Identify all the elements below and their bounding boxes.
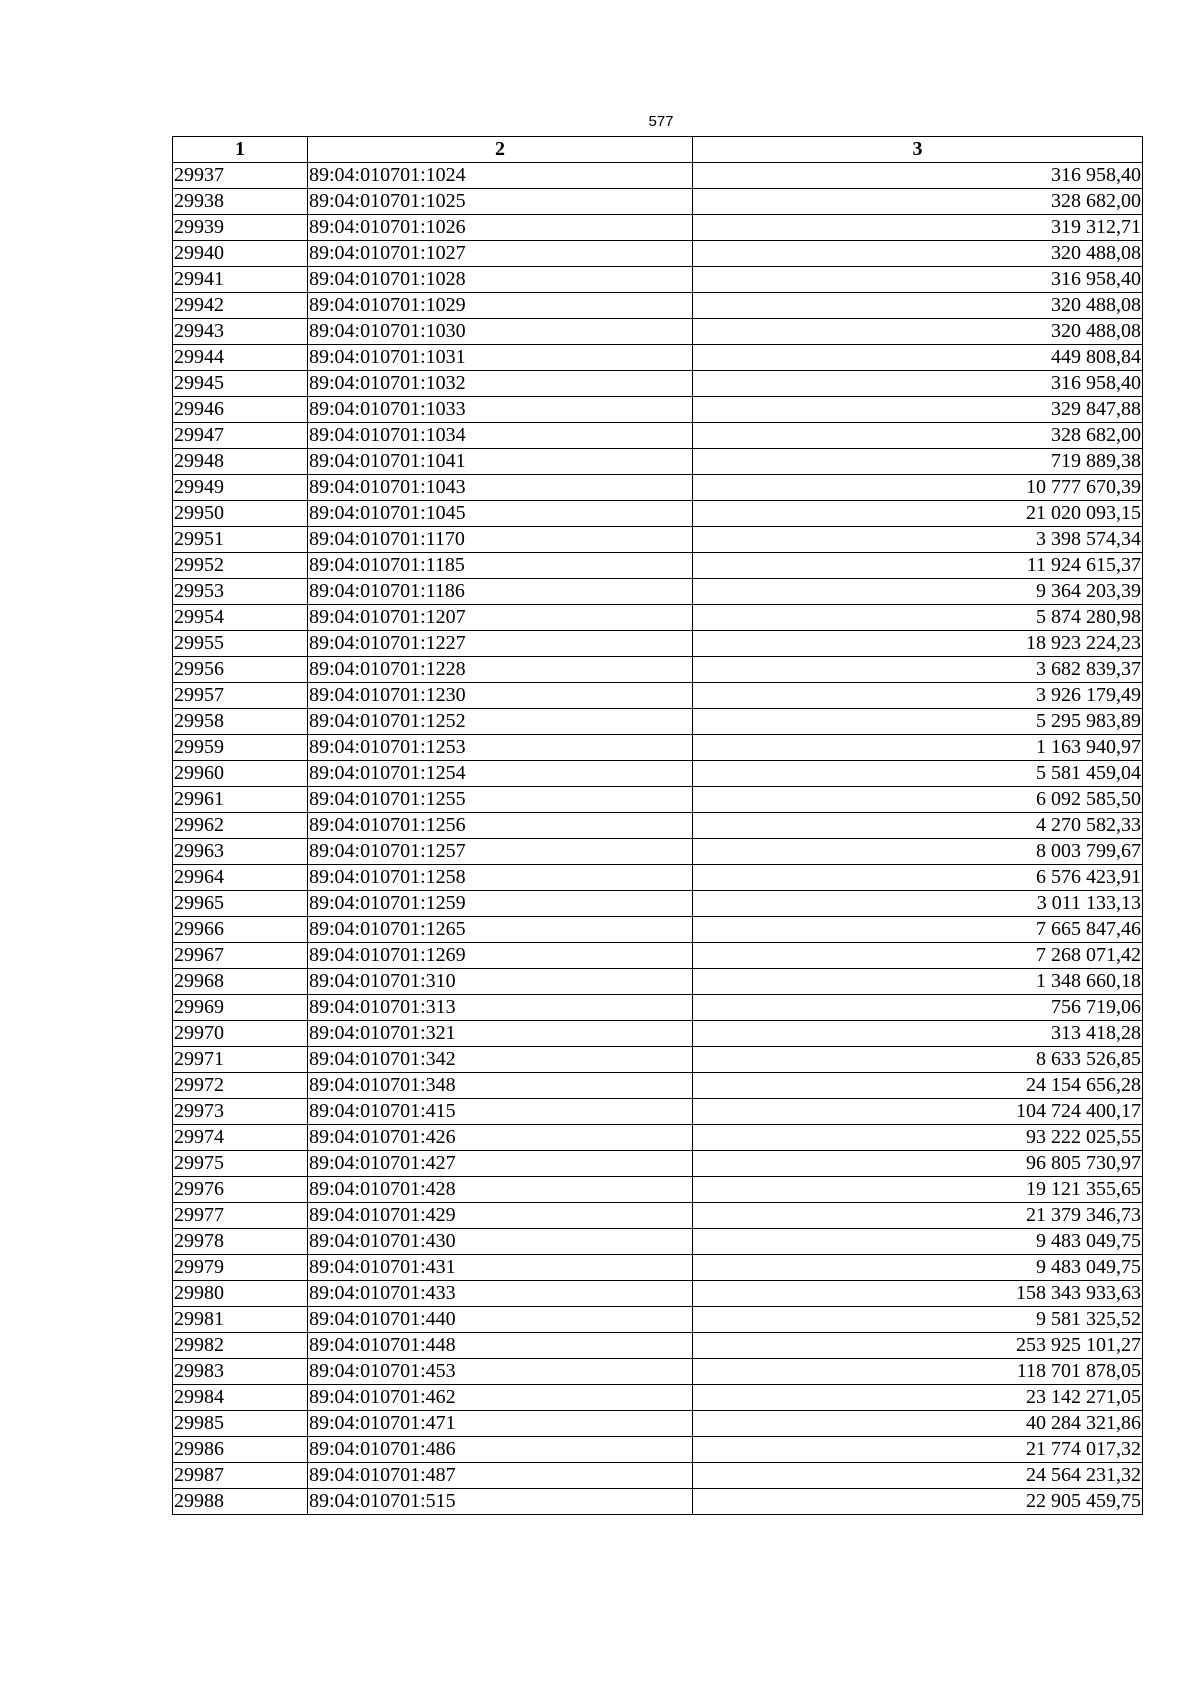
table-row [173,449,1143,475]
cadastral-number-cell: 89:04:010701:1227 [308,631,693,657]
table-row [173,215,1143,241]
cadastral-value-cell: 96 805 730,97 [693,1151,1143,1177]
row-number-cell: 29966 [173,917,308,943]
cadastral-number-cell: 89:04:010701:1230 [308,683,693,709]
cadastral-value-cell: 118 701 878,05 [693,1359,1143,1385]
cadastral-value-cell: 3 398 574,34 [693,527,1143,553]
row-number-cell: 29986 [173,1437,308,1463]
row-number-cell: 29970 [173,1021,308,1047]
row-number-cell: 29980 [173,1281,308,1307]
row-number-cell: 29947 [173,423,308,449]
cadastral-number-cell: 89:04:010701:1170 [308,527,693,553]
row-number-cell: 29967 [173,943,308,969]
row-number-cell: 29948 [173,449,308,475]
row-number-cell: 29945 [173,371,308,397]
cadastral-number-cell: 89:04:010701:415 [308,1099,693,1125]
row-number-cell: 29954 [173,605,308,631]
table-row [173,163,1143,189]
cadastral-value-cell: 449 808,84 [693,345,1143,371]
row-number-cell: 29974 [173,1125,308,1151]
row-number-cell: 29971 [173,1047,308,1073]
table-row [173,345,1143,371]
table-row [173,423,1143,449]
table-row [173,1281,1143,1307]
cadastral-number-cell: 89:04:010701:431 [308,1255,693,1281]
cadastral-value-cell: 319 312,71 [693,215,1143,241]
cadastral-value-cell: 3 682 839,37 [693,657,1143,683]
cadastral-value-cell: 328 682,00 [693,189,1143,215]
cadastral-number-cell: 89:04:010701:1032 [308,371,693,397]
row-number-cell: 29963 [173,839,308,865]
cadastral-value-cell: 7 665 847,46 [693,917,1143,943]
table-row [173,605,1143,631]
cadastral-number-cell: 89:04:010701:471 [308,1411,693,1437]
table-row [173,1411,1143,1437]
cadastral-number-cell: 89:04:010701:342 [308,1047,693,1073]
cadastral-value-cell: 10 777 670,39 [693,475,1143,501]
cadastral-number-cell: 89:04:010701:427 [308,1151,693,1177]
table-row [173,267,1143,293]
table-row [173,787,1143,813]
cadastral-value-cell: 316 958,40 [693,371,1143,397]
row-number-cell: 29955 [173,631,308,657]
table-row [173,657,1143,683]
row-number-cell: 29983 [173,1359,308,1385]
cadastral-value-cell: 24 564 231,32 [693,1463,1143,1489]
cadastral-value-cell: 24 154 656,28 [693,1073,1143,1099]
table-row [173,813,1143,839]
table-row [173,761,1143,787]
row-number-cell: 29952 [173,553,308,579]
cadastral-number-cell: 89:04:010701:1257 [308,839,693,865]
cadastral-number-cell: 89:04:010701:1025 [308,189,693,215]
column-header-3: 3 [693,137,1143,163]
column-header-2: 2 [308,137,693,163]
cadastral-number-cell: 89:04:010701:1254 [308,761,693,787]
cadastral-value-cell: 6 092 585,50 [693,787,1143,813]
cadastral-number-cell: 89:04:010701:430 [308,1229,693,1255]
cadastral-number-cell: 89:04:010701:1034 [308,423,693,449]
table-row [173,917,1143,943]
cadastral-value-cell: 756 719,06 [693,995,1143,1021]
cadastral-value-cell: 328 682,00 [693,423,1143,449]
table-row [173,1203,1143,1229]
row-number-cell: 29943 [173,319,308,345]
row-number-cell: 29942 [173,293,308,319]
cadastral-value-cell: 11 924 615,37 [693,553,1143,579]
cadastral-value-cell: 253 925 101,27 [693,1333,1143,1359]
table-row [173,943,1143,969]
cadastral-number-cell: 89:04:010701:1185 [308,553,693,579]
row-number-cell: 29953 [173,579,308,605]
cadastral-value-cell: 316 958,40 [693,163,1143,189]
cadastral-value-cell: 18 923 224,23 [693,631,1143,657]
cadastral-number-cell: 89:04:010701:1043 [308,475,693,501]
table-row [173,683,1143,709]
cadastral-value-cell: 1 163 940,97 [693,735,1143,761]
table-row [173,1073,1143,1099]
cadastral-value-cell: 23 142 271,05 [693,1385,1143,1411]
cadastral-number-cell: 89:04:010701:515 [308,1489,693,1515]
table-row [173,891,1143,917]
row-number-cell: 29969 [173,995,308,1021]
table-header-row [173,137,1143,163]
table-row [173,1099,1143,1125]
row-number-cell: 29972 [173,1073,308,1099]
cadastral-value-cell: 21 379 346,73 [693,1203,1143,1229]
cadastral-number-cell: 89:04:010701:440 [308,1307,693,1333]
table-row [173,1021,1143,1047]
cadastral-value-cell: 21 774 017,32 [693,1437,1143,1463]
table-row [173,319,1143,345]
cadastral-number-cell: 89:04:010701:1027 [308,241,693,267]
cadastral-value-cell: 719 889,38 [693,449,1143,475]
cadastral-number-cell: 89:04:010701:1253 [308,735,693,761]
cadastral-value-cell: 8 633 526,85 [693,1047,1143,1073]
page-number: 577 [648,113,674,130]
cadastral-value-cell: 320 488,08 [693,293,1143,319]
row-number-cell: 29937 [173,163,308,189]
cadastral-value-cell: 7 268 071,42 [693,943,1143,969]
cadastral-number-cell: 89:04:010701:321 [308,1021,693,1047]
row-number-cell: 29956 [173,657,308,683]
cadastral-number-cell: 89:04:010701:1207 [308,605,693,631]
cadastral-number-cell: 89:04:010701:1033 [308,397,693,423]
row-number-cell: 29988 [173,1489,308,1515]
row-number-cell: 29987 [173,1463,308,1489]
cadastral-value-cell: 19 121 355,65 [693,1177,1143,1203]
row-number-cell: 29984 [173,1385,308,1411]
row-number-cell: 29975 [173,1151,308,1177]
cadastral-value-cell: 3 011 133,13 [693,891,1143,917]
row-number-cell: 29959 [173,735,308,761]
cadastral-value-cell: 316 958,40 [693,267,1143,293]
row-number-cell: 29985 [173,1411,308,1437]
row-number-cell: 29941 [173,267,308,293]
table-row [173,501,1143,527]
cadastral-value-cell: 4 270 582,33 [693,813,1143,839]
cadastral-number-cell: 89:04:010701:310 [308,969,693,995]
row-number-cell: 29982 [173,1333,308,1359]
table-row [173,1151,1143,1177]
cadastral-value-cell: 9 364 203,39 [693,579,1143,605]
cadastral-number-cell: 89:04:010701:1024 [308,163,693,189]
cadastral-number-cell: 89:04:010701:1041 [308,449,693,475]
cadastral-number-cell: 89:04:010701:429 [308,1203,693,1229]
row-number-cell: 29939 [173,215,308,241]
table-row [173,1229,1143,1255]
cadastral-value-cell: 9 581 325,52 [693,1307,1143,1333]
table-row [173,995,1143,1021]
table-row [173,865,1143,891]
table-row [173,839,1143,865]
cadastral-number-cell: 89:04:010701:1030 [308,319,693,345]
row-number-cell: 29957 [173,683,308,709]
cadastral-number-cell: 89:04:010701:1252 [308,709,693,735]
cadastral-number-cell: 89:04:010701:433 [308,1281,693,1307]
cadastral-value-cell: 5 874 280,98 [693,605,1143,631]
table-row [173,631,1143,657]
cadastral-number-cell: 89:04:010701:1026 [308,215,693,241]
cadastral-value-cell: 8 003 799,67 [693,839,1143,865]
cadastral-value-cell: 5 295 983,89 [693,709,1143,735]
table-row [173,1463,1143,1489]
row-number-cell: 29977 [173,1203,308,1229]
table-row [173,1437,1143,1463]
cadastral-number-cell: 89:04:010701:1259 [308,891,693,917]
row-number-cell: 29961 [173,787,308,813]
cadastral-value-cell: 22 905 459,75 [693,1489,1143,1515]
cadastral-value-cell: 9 483 049,75 [693,1229,1143,1255]
table-row [173,1125,1143,1151]
cadastral-number-cell: 89:04:010701:453 [308,1359,693,1385]
cadastral-value-table [172,136,1143,1515]
table-row [173,553,1143,579]
table-row [173,475,1143,501]
row-number-cell: 29950 [173,501,308,527]
cadastral-number-cell: 89:04:010701:487 [308,1463,693,1489]
row-number-cell: 29968 [173,969,308,995]
cadastral-number-cell: 89:04:010701:348 [308,1073,693,1099]
cadastral-value-cell: 21 020 093,15 [693,501,1143,527]
cadastral-number-cell: 89:04:010701:1255 [308,787,693,813]
table-row [173,293,1143,319]
cadastral-number-cell: 89:04:010701:1258 [308,865,693,891]
cadastral-value-cell: 40 284 321,86 [693,1411,1143,1437]
cadastral-number-cell: 89:04:010701:1228 [308,657,693,683]
cadastral-value-cell: 6 576 423,91 [693,865,1143,891]
table-row [173,241,1143,267]
table-row [173,735,1143,761]
table-row [173,969,1143,995]
row-number-cell: 29938 [173,189,308,215]
table-row [173,1255,1143,1281]
row-number-cell: 29958 [173,709,308,735]
table-row [173,1359,1143,1385]
row-number-cell: 29978 [173,1229,308,1255]
row-number-cell: 29976 [173,1177,308,1203]
row-number-cell: 29951 [173,527,308,553]
cadastral-number-cell: 89:04:010701:1028 [308,267,693,293]
table-row [173,1333,1143,1359]
row-number-cell: 29960 [173,761,308,787]
row-number-cell: 29965 [173,891,308,917]
cadastral-value-cell: 3 926 179,49 [693,683,1143,709]
cadastral-value-cell: 320 488,08 [693,241,1143,267]
table-row [173,1307,1143,1333]
row-number-cell: 29946 [173,397,308,423]
cadastral-number-cell: 89:04:010701:1256 [308,813,693,839]
row-number-cell: 29949 [173,475,308,501]
table-row [173,1047,1143,1073]
cadastral-number-cell: 89:04:010701:428 [308,1177,693,1203]
cadastral-number-cell: 89:04:010701:1029 [308,293,693,319]
cadastral-value-cell: 5 581 459,04 [693,761,1143,787]
table-row [173,709,1143,735]
table-body [173,163,1143,1515]
row-number-cell: 29979 [173,1255,308,1281]
cadastral-number-cell: 89:04:010701:1265 [308,917,693,943]
table-row [173,189,1143,215]
row-number-cell: 29981 [173,1307,308,1333]
column-header-1: 1 [173,137,308,163]
cadastral-number-cell: 89:04:010701:1269 [308,943,693,969]
row-number-cell: 29962 [173,813,308,839]
cadastral-value-cell: 9 483 049,75 [693,1255,1143,1281]
cadastral-value-cell: 104 724 400,17 [693,1099,1143,1125]
cadastral-number-cell: 89:04:010701:448 [308,1333,693,1359]
row-number-cell: 29964 [173,865,308,891]
table-row [173,1177,1143,1203]
table-row [173,397,1143,423]
cadastral-number-cell: 89:04:010701:313 [308,995,693,1021]
cadastral-value-cell: 320 488,08 [693,319,1143,345]
cadastral-number-cell: 89:04:010701:1045 [308,501,693,527]
cadastral-number-cell: 89:04:010701:1031 [308,345,693,371]
table-row [173,579,1143,605]
cadastral-number-cell: 89:04:010701:486 [308,1437,693,1463]
cadastral-value-cell: 158 343 933,63 [693,1281,1143,1307]
cadastral-number-cell: 89:04:010701:1186 [308,579,693,605]
table-row [173,1489,1143,1515]
table-row [173,527,1143,553]
table-row [173,1385,1143,1411]
row-number-cell: 29940 [173,241,308,267]
cadastral-value-cell: 313 418,28 [693,1021,1143,1047]
table-row [173,371,1143,397]
row-number-cell: 29973 [173,1099,308,1125]
cadastral-number-cell: 89:04:010701:462 [308,1385,693,1411]
cadastral-value-cell: 1 348 660,18 [693,969,1143,995]
cadastral-number-cell: 89:04:010701:426 [308,1125,693,1151]
cadastral-value-cell: 329 847,88 [693,397,1143,423]
cadastral-value-cell: 93 222 025,55 [693,1125,1143,1151]
row-number-cell: 29944 [173,345,308,371]
